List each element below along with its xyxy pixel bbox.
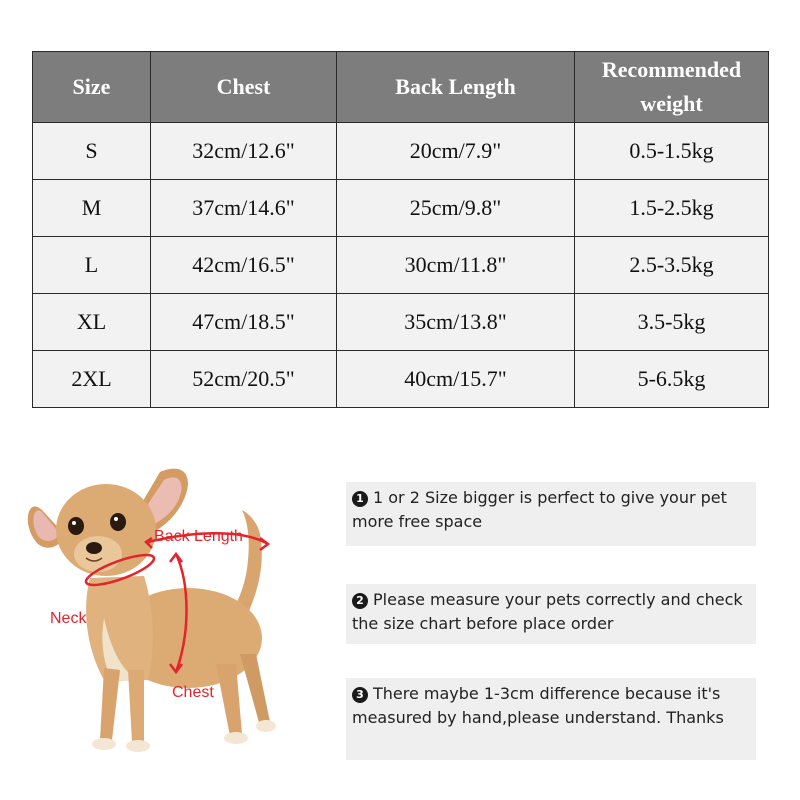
table-row (33, 294, 769, 351)
cell-back-length: 40cm/15.7" (337, 351, 575, 408)
number-2-icon: 2 (352, 593, 368, 609)
header-back-length: Back Length (337, 52, 575, 123)
note-2 (346, 584, 756, 644)
note-1-text: 1 or 2 Size bigger is perfect to give your pet more free space (352, 488, 727, 531)
cell-weight: 0.5-1.5kg (575, 123, 769, 180)
cell-weight: 2.5-3.5kg (575, 237, 769, 294)
cell-size: S (33, 123, 151, 180)
table-header-row (33, 52, 769, 123)
note-2-text: Please measure your pets correctly and check the size chart before place order (352, 590, 743, 633)
cell-size: M (33, 180, 151, 237)
note-1 (346, 482, 756, 546)
chest-label: Chest (172, 684, 214, 701)
cell-chest: 37cm/14.6" (151, 180, 337, 237)
cell-size: L (33, 237, 151, 294)
cell-back-length: 35cm/13.8" (337, 294, 575, 351)
cell-weight: 1.5-2.5kg (575, 180, 769, 237)
number-3-icon: 3 (352, 687, 368, 703)
size-chart-table (32, 51, 769, 408)
table-row (33, 351, 769, 408)
cell-weight: 5-6.5kg (575, 351, 769, 408)
note-3-text: There maybe 1-3cm difference because it's measured by hand,please understand. Thanks (352, 684, 724, 727)
neck-label: Neck (50, 610, 87, 627)
cell-chest: 32cm/12.6" (151, 123, 337, 180)
note-3 (346, 678, 756, 760)
cell-chest: 42cm/16.5" (151, 237, 337, 294)
header-recommended-weight: Recommended weight (575, 52, 769, 123)
cell-chest: 47cm/18.5" (151, 294, 337, 351)
cell-chest: 52cm/20.5" (151, 351, 337, 408)
cell-back-length: 25cm/9.8" (337, 180, 575, 237)
header-chest: Chest (151, 52, 337, 123)
table-row (33, 123, 769, 180)
dog-measurement-diagram (20, 458, 310, 778)
cell-size: XL (33, 294, 151, 351)
cell-back-length: 30cm/11.8" (337, 237, 575, 294)
back-length-label: Back Length (154, 528, 243, 545)
table-row (33, 237, 769, 294)
cell-weight: 3.5-5kg (575, 294, 769, 351)
table-row (33, 180, 769, 237)
cell-back-length: 20cm/7.9" (337, 123, 575, 180)
header-size: Size (33, 52, 151, 123)
cell-size: 2XL (33, 351, 151, 408)
number-1-icon: 1 (352, 491, 368, 507)
